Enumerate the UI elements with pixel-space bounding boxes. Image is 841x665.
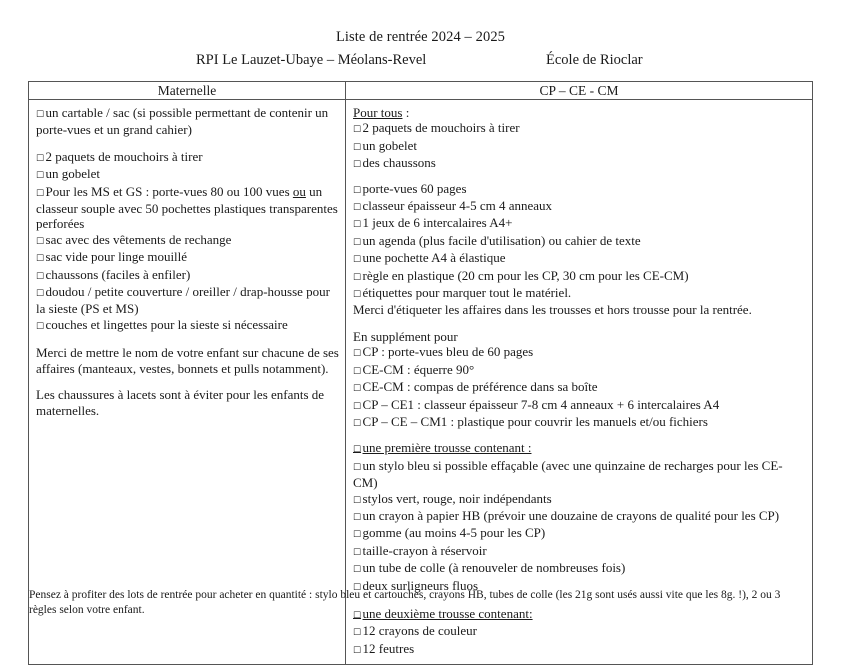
list-item-label: étiquettes pour marquer tout le matériel. xyxy=(362,285,572,301)
list-item xyxy=(353,560,806,577)
list-item xyxy=(36,317,339,334)
list-item-label: taille-crayon à réservoir xyxy=(362,542,487,558)
checkbox-icon: □ xyxy=(353,184,362,195)
list-item-label: une pochette A4 à élastique xyxy=(362,250,506,266)
spacer xyxy=(36,334,339,345)
checkbox-icon: □ xyxy=(353,236,362,247)
list-item xyxy=(353,344,806,361)
list-item xyxy=(353,233,806,250)
checkbox-icon: □ xyxy=(353,254,362,265)
cpcecm-subtable xyxy=(346,100,812,664)
list-item-label: règle en plastique (20 cm pour les CP, 30 cm pour les CE-CM) xyxy=(362,267,689,283)
list-item-label: 12 crayons de couleur xyxy=(362,623,477,639)
list-item-label: CE-CM : équerre 90° xyxy=(362,361,475,377)
checkbox-icon: □ xyxy=(353,564,362,575)
list-item-label: 2 paquets de mouchoirs à tirer xyxy=(45,148,203,164)
trousse2-heading-label: une deuxième trousse contenant: xyxy=(362,605,533,621)
checkbox-icon: □ xyxy=(353,219,362,230)
cpcecm-trousse-content xyxy=(346,435,812,664)
list-item xyxy=(36,284,339,317)
checkbox-icon: □ xyxy=(36,288,45,299)
spacer xyxy=(36,376,339,387)
list-item-label: des chaussons xyxy=(362,155,436,171)
checkbox-icon: □ xyxy=(36,320,45,331)
spacer xyxy=(36,138,339,149)
checkbox-icon: □ xyxy=(353,461,362,472)
list-item xyxy=(36,105,339,138)
list-item-label: CP – CE1 : classeur épaisseur 7-8 cm 4 anneaux + 6 intercalaires A4 xyxy=(362,396,720,412)
cpcecm-trousse-section-row xyxy=(346,435,812,664)
checkbox-icon: □ xyxy=(353,644,362,655)
checkbox-icon: □ xyxy=(353,141,362,152)
checkbox-icon: □ xyxy=(353,202,362,213)
section-heading-suffix: : xyxy=(402,105,410,120)
list-item-label: 12 feutres xyxy=(362,640,415,656)
list-item xyxy=(353,198,806,215)
checkbox-icon: □ xyxy=(353,511,362,522)
checkbox-icon: □ xyxy=(36,270,45,281)
list-item xyxy=(36,267,339,284)
list-item xyxy=(353,250,806,267)
table-content-row xyxy=(29,100,813,665)
spacer xyxy=(353,318,806,329)
list-item xyxy=(353,362,806,379)
checkbox-icon: □ xyxy=(353,289,362,300)
list-item-label: deux surligneurs fluos xyxy=(362,577,479,593)
list-item-label-part2: un classeur souple avec 50 pochettes plastiques transparentes perforées xyxy=(36,183,338,232)
checkbox-icon: □ xyxy=(353,271,362,282)
list-item-label: un cartable / sac (si possible permettant de contenir un porte-vues et un grand cahier) xyxy=(36,105,329,138)
list-item-label: CE-CM : compas de préférence dans sa boîte xyxy=(362,379,598,395)
list-item-label: classeur épaisseur 4-5 cm 4 anneaux xyxy=(362,198,553,214)
cpcecm-top-section xyxy=(346,100,812,435)
checkbox-icon: □ xyxy=(353,365,362,376)
maternelle-note-shoes: Les chaussures à lacets sont à éviter pour les enfants de maternelles. xyxy=(36,387,325,418)
list-item-label: un gobelet xyxy=(45,166,101,182)
checkbox-icon: □ xyxy=(353,124,362,135)
cpcecm-trousse-section xyxy=(346,435,812,664)
list-item xyxy=(353,508,806,525)
list-item xyxy=(353,215,806,232)
checkbox-icon: □ xyxy=(353,400,362,411)
list-item-label-part1: Pour les MS et GS : porte-vues 80 ou 100 vues xyxy=(45,183,293,199)
list-item xyxy=(353,458,806,491)
checkbox-icon: □ xyxy=(353,444,362,455)
checkbox-icon: □ xyxy=(36,152,45,163)
note-etiqueter: Merci d'étiqueter les affaires dans les trousses et hors trousse pour la rentrée. xyxy=(353,302,752,318)
supply-list-table xyxy=(28,81,813,665)
list-item xyxy=(353,543,806,560)
column-header-cpcecm: CP – CE - CM xyxy=(346,82,813,100)
list-item-label: gomme (au moins 4-5 pour les CP) xyxy=(362,525,546,541)
trousse1-heading-label: une première trousse contenant : xyxy=(362,440,532,456)
list-item-label: doudou / petite couverture / oreiller / drap-housse pour la sieste (PS et MS) xyxy=(36,284,331,317)
cell-cpcecm xyxy=(346,100,813,665)
list-item xyxy=(36,249,339,266)
list-item-label: un crayon à papier HB (prévoir une douzaine de crayons de qualité pour les CP) xyxy=(362,507,780,523)
list-item-label: sac avec des vêtements de rechange xyxy=(45,231,232,247)
cell-maternelle xyxy=(29,100,346,665)
checkbox-icon: □ xyxy=(353,348,362,359)
checkbox-icon: □ xyxy=(353,159,362,170)
section-heading-label: Pour tous xyxy=(353,105,403,120)
list-item xyxy=(353,138,806,155)
trousse1-heading xyxy=(353,440,806,457)
table-header-row xyxy=(29,82,813,100)
page-title: Liste de rentrée 2024 – 2025 xyxy=(335,29,506,45)
checkbox-icon: □ xyxy=(36,235,45,246)
cpcecm-common-content xyxy=(346,100,812,435)
list-item xyxy=(353,641,806,658)
list-item xyxy=(36,184,339,232)
checkbox-icon: □ xyxy=(36,109,45,119)
list-item-label: 1 jeux de 6 intercalaires A4+ xyxy=(362,215,513,231)
list-item-label: CP – CE – CM1 : plastique pour couvrir les manuels et/ou fichiers xyxy=(362,413,708,429)
rpi-name: RPI Le Lauzet-Ubaye – Méolans-Revel xyxy=(196,52,427,68)
list-item xyxy=(36,232,339,249)
checkbox-icon: □ xyxy=(353,546,362,557)
list-item xyxy=(353,155,806,172)
list-item-label: chaussons (faciles à enfiler) xyxy=(45,266,191,282)
checkbox-icon: □ xyxy=(353,627,362,638)
list-item-label: porte-vues 60 pages xyxy=(362,180,467,196)
list-item xyxy=(353,181,806,198)
list-item xyxy=(353,397,806,414)
list-item-label: couches et lingettes pour la sieste si nécessaire xyxy=(45,316,288,332)
subtitle-row xyxy=(0,50,841,70)
school-name: École de Rioclar xyxy=(546,52,643,68)
checkbox-icon: □ xyxy=(353,581,362,592)
list-item xyxy=(353,379,806,396)
list-item-label: CP : porte-vues bleu de 60 pages xyxy=(362,344,534,360)
list-item-label: 2 paquets de mouchoirs à tirer xyxy=(362,120,520,136)
list-item xyxy=(353,414,806,431)
checkbox-icon: □ xyxy=(36,187,45,198)
maternelle-content xyxy=(29,100,345,424)
checkbox-icon: □ xyxy=(353,383,362,394)
cpcecm-top-section-row xyxy=(346,100,812,435)
checkbox-icon: □ xyxy=(36,253,45,264)
maternelle-note-name: Merci de mettre le nom de votre enfant sur chacune de ses affaires (manteaux, vestes, bonnets et pulls notamment). xyxy=(36,345,339,376)
list-item-label: sac vide pour linge mouillé xyxy=(45,249,188,265)
spacer xyxy=(353,173,806,181)
list-item xyxy=(353,623,806,640)
list-item xyxy=(353,268,806,285)
checkbox-icon: □ xyxy=(353,494,362,505)
list-item xyxy=(353,491,806,508)
column-header-maternelle: Maternelle xyxy=(29,82,346,100)
checkbox-icon: □ xyxy=(353,609,362,620)
checkbox-icon: □ xyxy=(36,170,45,181)
section-heading-supplement: En supplément pour xyxy=(353,328,458,344)
list-item-label: un tube de colle (à renouveler de nombreuses fois) xyxy=(362,560,626,576)
list-item xyxy=(353,285,806,302)
section-heading-pour-tous xyxy=(353,105,806,120)
list-item xyxy=(36,166,339,183)
list-item-label: un stylo bleu si possible effaçable (avec une quinzaine de recharges pour les CE-CM) xyxy=(353,457,783,491)
list-item-label: un gobelet xyxy=(362,137,418,153)
list-item-label-emphasis: ou xyxy=(292,183,306,199)
list-item xyxy=(353,120,806,137)
document-heading xyxy=(0,28,841,70)
footer-note: Pensez à profiter des lots de rentrée pour acheter en quantité : stylo bleu et cartouches, crayons HB, tubes de colle (les 21g sont usés aussi vite que les 8g. !), 2 ou 3 règles selon votre enfant. xyxy=(29,589,781,616)
checkbox-icon: □ xyxy=(353,417,362,428)
list-item xyxy=(353,525,806,542)
list-item-label: stylos vert, rouge, noir indépendants xyxy=(362,490,552,506)
list-item xyxy=(36,149,339,166)
list-item-label: un agenda (plus facile d'utilisation) ou cahier de texte xyxy=(362,232,641,248)
checkbox-icon: □ xyxy=(353,529,362,540)
